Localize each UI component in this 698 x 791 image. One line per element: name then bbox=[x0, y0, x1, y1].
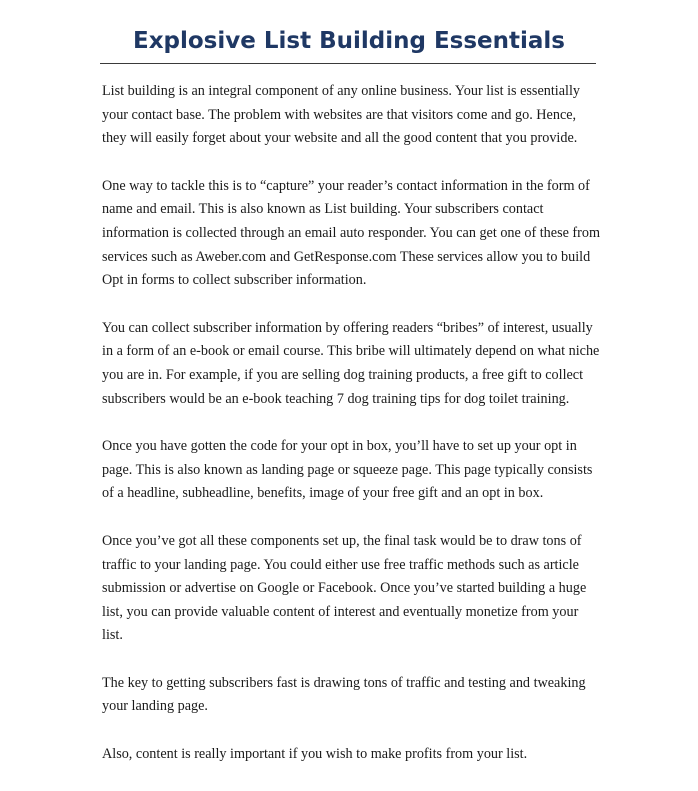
paragraph-2: One way to tackle this is to “capture” your reader’s contact information in the form of name and email. This is also known as List building. Your subscribers contact information is collected through an email auto responder. You can get one of these from services such as Aweber.com and GetResponse.com These services allow you to build Opt in forms to collect subscriber information. bbox=[102, 177, 601, 289]
paragraph-7: Also, content is really important if you wish to make profits from your list. bbox=[102, 746, 528, 763]
paragraph-5: Once you’ve got all these components set up, the final task would be to draw tons of traffic to your landing page. You could either use free traffic methods such as article submission or advertise on Google or Facebook. Once you’ve started building a huge list, you can provide valuable content of interest and eventually monetize from your list. bbox=[102, 532, 587, 644]
paragraph-3: You can collect subscriber information by offering readers “bribes” of interest, usually in a form of an e-book or email course. This bribe will ultimately depend on what niche you are in. For example, if you are selling dog training products, a free gift to collect subscribers would be an e-book teaching 7 dog training tips for dog toilet training. bbox=[102, 319, 600, 407]
paragraph-1: List building is an integral component of any online business. Your list is essentially your contact base. The problem with websites are that visitors come and go. Hence, they will easily forget about your website and all the good content that you provide. bbox=[102, 83, 581, 147]
document-body bbox=[102, 80, 602, 791]
paragraph-4: Once you have gotten the code for your opt in box, you’ll have to set up your opt in page. This is also known as landing page or squeeze page. This page typically consists of a headline, subheadline, benefits, image of your free gift and an opt in box. bbox=[102, 438, 593, 502]
title-underline bbox=[100, 63, 596, 64]
page-title: Explosive List Building Essentials bbox=[132, 28, 565, 54]
paragraph-6: The key to getting subscribers fast is drawing tons of traffic and testing and tweaking your landing page. bbox=[102, 674, 586, 715]
